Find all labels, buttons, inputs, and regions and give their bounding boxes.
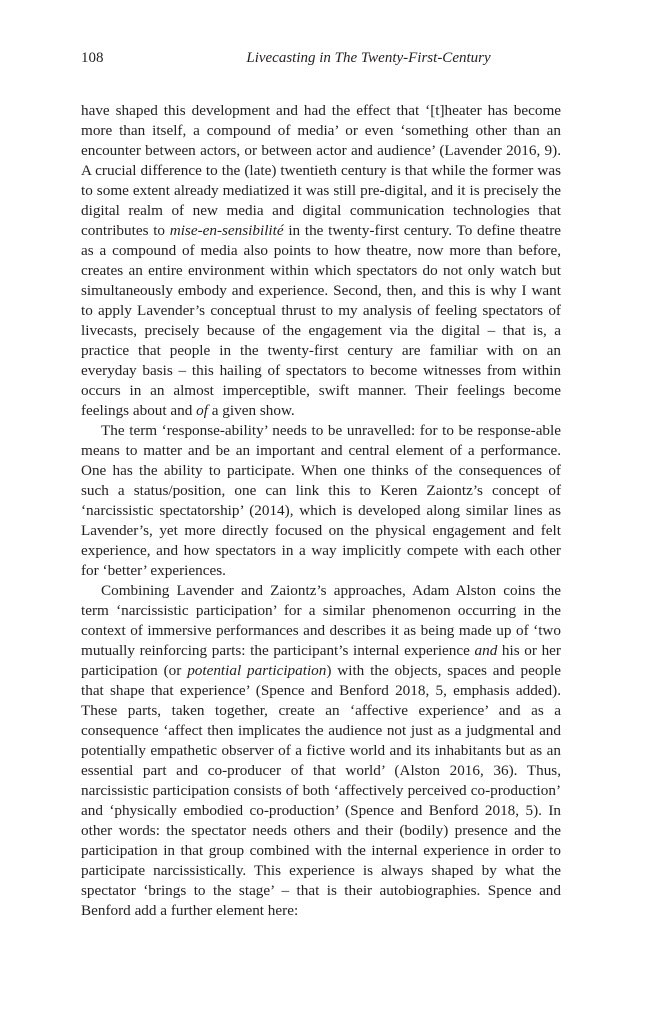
text-run: a given show. (207, 402, 295, 419)
text-run: in the twenty-first century. To define theatre as a compound of media also points to how theatre, now more than before, creates an entire environment within which spectators do not only watch but simultaneously embody and experience. Second, then, and this is why I want to apply Lavender’s conceptual thrust to my analysis of feeling spectators of livecasts, precisely because of the engagement via the digital – that is, a practice that people in the twenty-first century are familiar with on an everyday basis – this hailing of spectators to become witnesses from within occurs in an almost imperceptible, swift manner. Their feelings become feelings about and (81, 222, 562, 419)
page-number: 108 (81, 50, 104, 66)
text-run: The term ‘response-ability’ needs to be unravelled: for to be response-able means to matter and be an important and central element of a performance. One has the ability to participate. When one thinks of the consequences of such a status/position, one can link this to Keren Zaiontz’s concept of ‘narcissistic spectatorship’ (2014), which is developed along similar lines as Lavender’s, yet more directly focused on the physical engagement and felt experience, and how spectators in a way implicitly compete with each other for ‘better’ experiences. (81, 422, 561, 579)
paragraph-2 (81, 421, 561, 581)
running-head (81, 50, 561, 72)
body-text (81, 101, 561, 921)
text-run: ) with the objects, spaces and people that shape that experience’ (Spence and Benford 2018, 5, emphasis added). These parts, taken together, create an ‘affective experience’ and as a consequence ‘affect then implicates the audience not just as a judgmental and potentially empathetic observer of a fictive world and its inhabitants but as an essential part and co-producer of that world’ (Alston 2016, 36). Thus, narcissistic participation consists of both ‘affectively perceived co-production’ and ‘physically embodied co-production’ (Spence and Benford 2018, 5). In other words: the spectator needs others and their (bodily) presence and the participation in that group combined with the internal experience in order to participate narcissistically. This experience is always shaped by what the spectator ‘brings to the stage’ – that is their autobiographies. Spence and Benford add a further element here: (81, 662, 561, 919)
text-run: his or her participation (or (81, 642, 561, 679)
running-title: Livecasting in The Twenty-First-Century (246, 50, 491, 66)
italic-term: of (196, 402, 208, 419)
text-run: have shaped this development and had the effect that ‘[t]heater has become more than itself, a compound of media’ or even ‘something other than an encounter between actors, or between actor and audience’ (Lavender 2016, 9). A crucial difference to the (late) twentieth century is that while the former was to some extent already mediatized it was still pre-digital, and it is precisely the digital realm of new media and digital communication technologies that contributes to (81, 102, 561, 239)
text-run: Combining Lavender and Zaiontz’s approaches, Adam Alston coins the term ‘narcissistic participation’ for a similar phenomenon occurring in the context of immersive performances and describes it as being made up of ‘two mutually reinforcing parts: the participant’s internal experience (81, 582, 561, 659)
paragraph-3 (81, 581, 561, 921)
italic-term: and (474, 642, 498, 659)
italic-term: mise-en-sensibilité (169, 222, 284, 239)
italic-term: potential participation (187, 662, 327, 679)
paragraph-1 (81, 101, 561, 421)
